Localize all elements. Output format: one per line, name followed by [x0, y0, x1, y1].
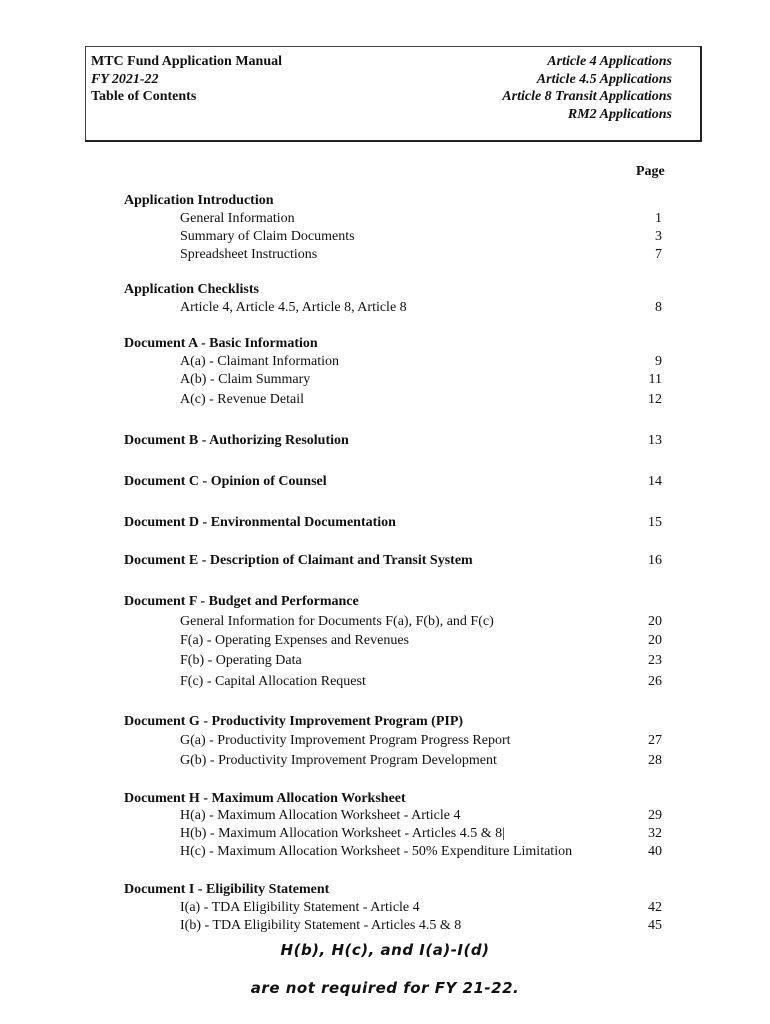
toc-page-number: 9	[655, 354, 662, 369]
header-right-line: RM2 Applications	[567, 106, 672, 122]
toc-entry: H(c) - Maximum Allocation Worksheet - 50% Expenditure Limitation	[180, 844, 573, 859]
toc-page-number: 15	[648, 515, 662, 530]
toc-page-number: 42	[648, 900, 662, 915]
toc-page-number: 29	[648, 808, 662, 823]
toc-entry: Article 4, Article 4.5, Article 8, Article 8	[180, 300, 407, 315]
toc-page-number: 12	[648, 392, 662, 407]
fy-note-line-1: H(b), H(c), and I(a)-I(d)	[280, 941, 490, 959]
toc-entry: G(b) - Productivity Improvement Program Development	[180, 753, 497, 768]
toc-section-title: Document B - Authorizing Resolution	[124, 433, 349, 448]
toc-page-number: 45	[648, 918, 662, 933]
toc-section-title: Document A - Basic Information	[124, 336, 318, 351]
toc-heading: Table of Contents	[91, 89, 197, 104]
toc-entry: Spreadsheet Instructions	[180, 247, 318, 262]
toc-section-title: Application Introduction	[124, 193, 274, 208]
header-right-line: Article 4 Applications	[547, 54, 672, 69]
toc-page-number: 14	[648, 474, 662, 489]
header-right	[502, 53, 672, 123]
toc-page-number: 23	[648, 653, 662, 668]
manual-title: MTC Fund Application Manual	[91, 54, 282, 69]
toc-entry: I(b) - TDA Eligibility Statement - Articles 4.5 & 8	[180, 918, 462, 933]
toc-section-title: Document H - Maximum Allocation Worksheet	[124, 791, 406, 806]
toc-entry: F(c) - Capital Allocation Request	[180, 674, 366, 689]
fiscal-year: FY 2021-22	[91, 71, 159, 87]
toc-page-number: 26	[648, 674, 662, 689]
toc-entry: H(a) - Maximum Allocation Worksheet - Article 4	[180, 808, 461, 823]
toc-page-number: 1	[655, 211, 662, 226]
toc-entry: General Information	[180, 211, 295, 226]
toc-page-number: 8	[655, 300, 662, 315]
toc-entry: I(a) - TDA Eligibility Statement - Article 4	[180, 900, 420, 915]
toc-entry: F(a) - Operating Expenses and Revenues	[180, 633, 409, 648]
toc-section-title: Application Checklists	[124, 282, 259, 297]
toc-page-number: 11	[648, 372, 662, 387]
toc-section-title: Document D - Environmental Documentation	[124, 515, 396, 530]
toc-entry: Summary of Claim Documents	[180, 229, 355, 244]
fy-note-line-2: are not required for FY 21-22.	[250, 979, 520, 997]
page-column-label: Page	[636, 164, 665, 179]
toc-entry: A(b) - Claim Summary	[180, 372, 311, 387]
toc-section-title: Document G - Productivity Improvement Program (PIP)	[124, 714, 464, 729]
toc-page-number: 32	[648, 826, 662, 841]
toc-entry: A(c) - Revenue Detail	[180, 392, 304, 407]
toc-page-number: 13	[648, 433, 662, 448]
toc-entry: A(a) - Claimant Information	[180, 354, 340, 369]
toc-page-number: 27	[648, 733, 662, 748]
header-right-line: Article 4.5 Applications	[536, 71, 672, 87]
toc-page-number: 20	[648, 614, 662, 629]
toc-entry: F(b) - Operating Data	[180, 653, 302, 668]
header-right-line: Article 8 Transit Applications	[502, 89, 672, 104]
toc-page-number: 20	[648, 633, 662, 648]
header-left	[91, 53, 282, 106]
toc-page-number: 16	[648, 553, 662, 568]
toc-section-title: Document F - Budget and Performance	[124, 594, 359, 609]
toc-section-title: Document I - Eligibility Statement	[124, 882, 330, 897]
toc-page-number: 28	[648, 753, 662, 768]
toc-page-number: 3	[655, 229, 662, 244]
toc-section-title: Document E - Description of Claimant and Transit System	[124, 553, 473, 568]
document-header	[85, 46, 702, 142]
toc-page-number: 7	[655, 247, 662, 262]
toc-entry: G(a) - Productivity Improvement Program Progress Report	[180, 733, 511, 748]
toc-entry: General Information for Documents F(a), F(b), and F(c)	[180, 614, 494, 629]
toc-section-title: Document C - Opinion of Counsel	[124, 474, 327, 489]
toc-page-number: 40	[648, 844, 662, 859]
toc-entry: H(b) - Maximum Allocation Worksheet - Articles 4.5 & 8|	[180, 826, 505, 841]
